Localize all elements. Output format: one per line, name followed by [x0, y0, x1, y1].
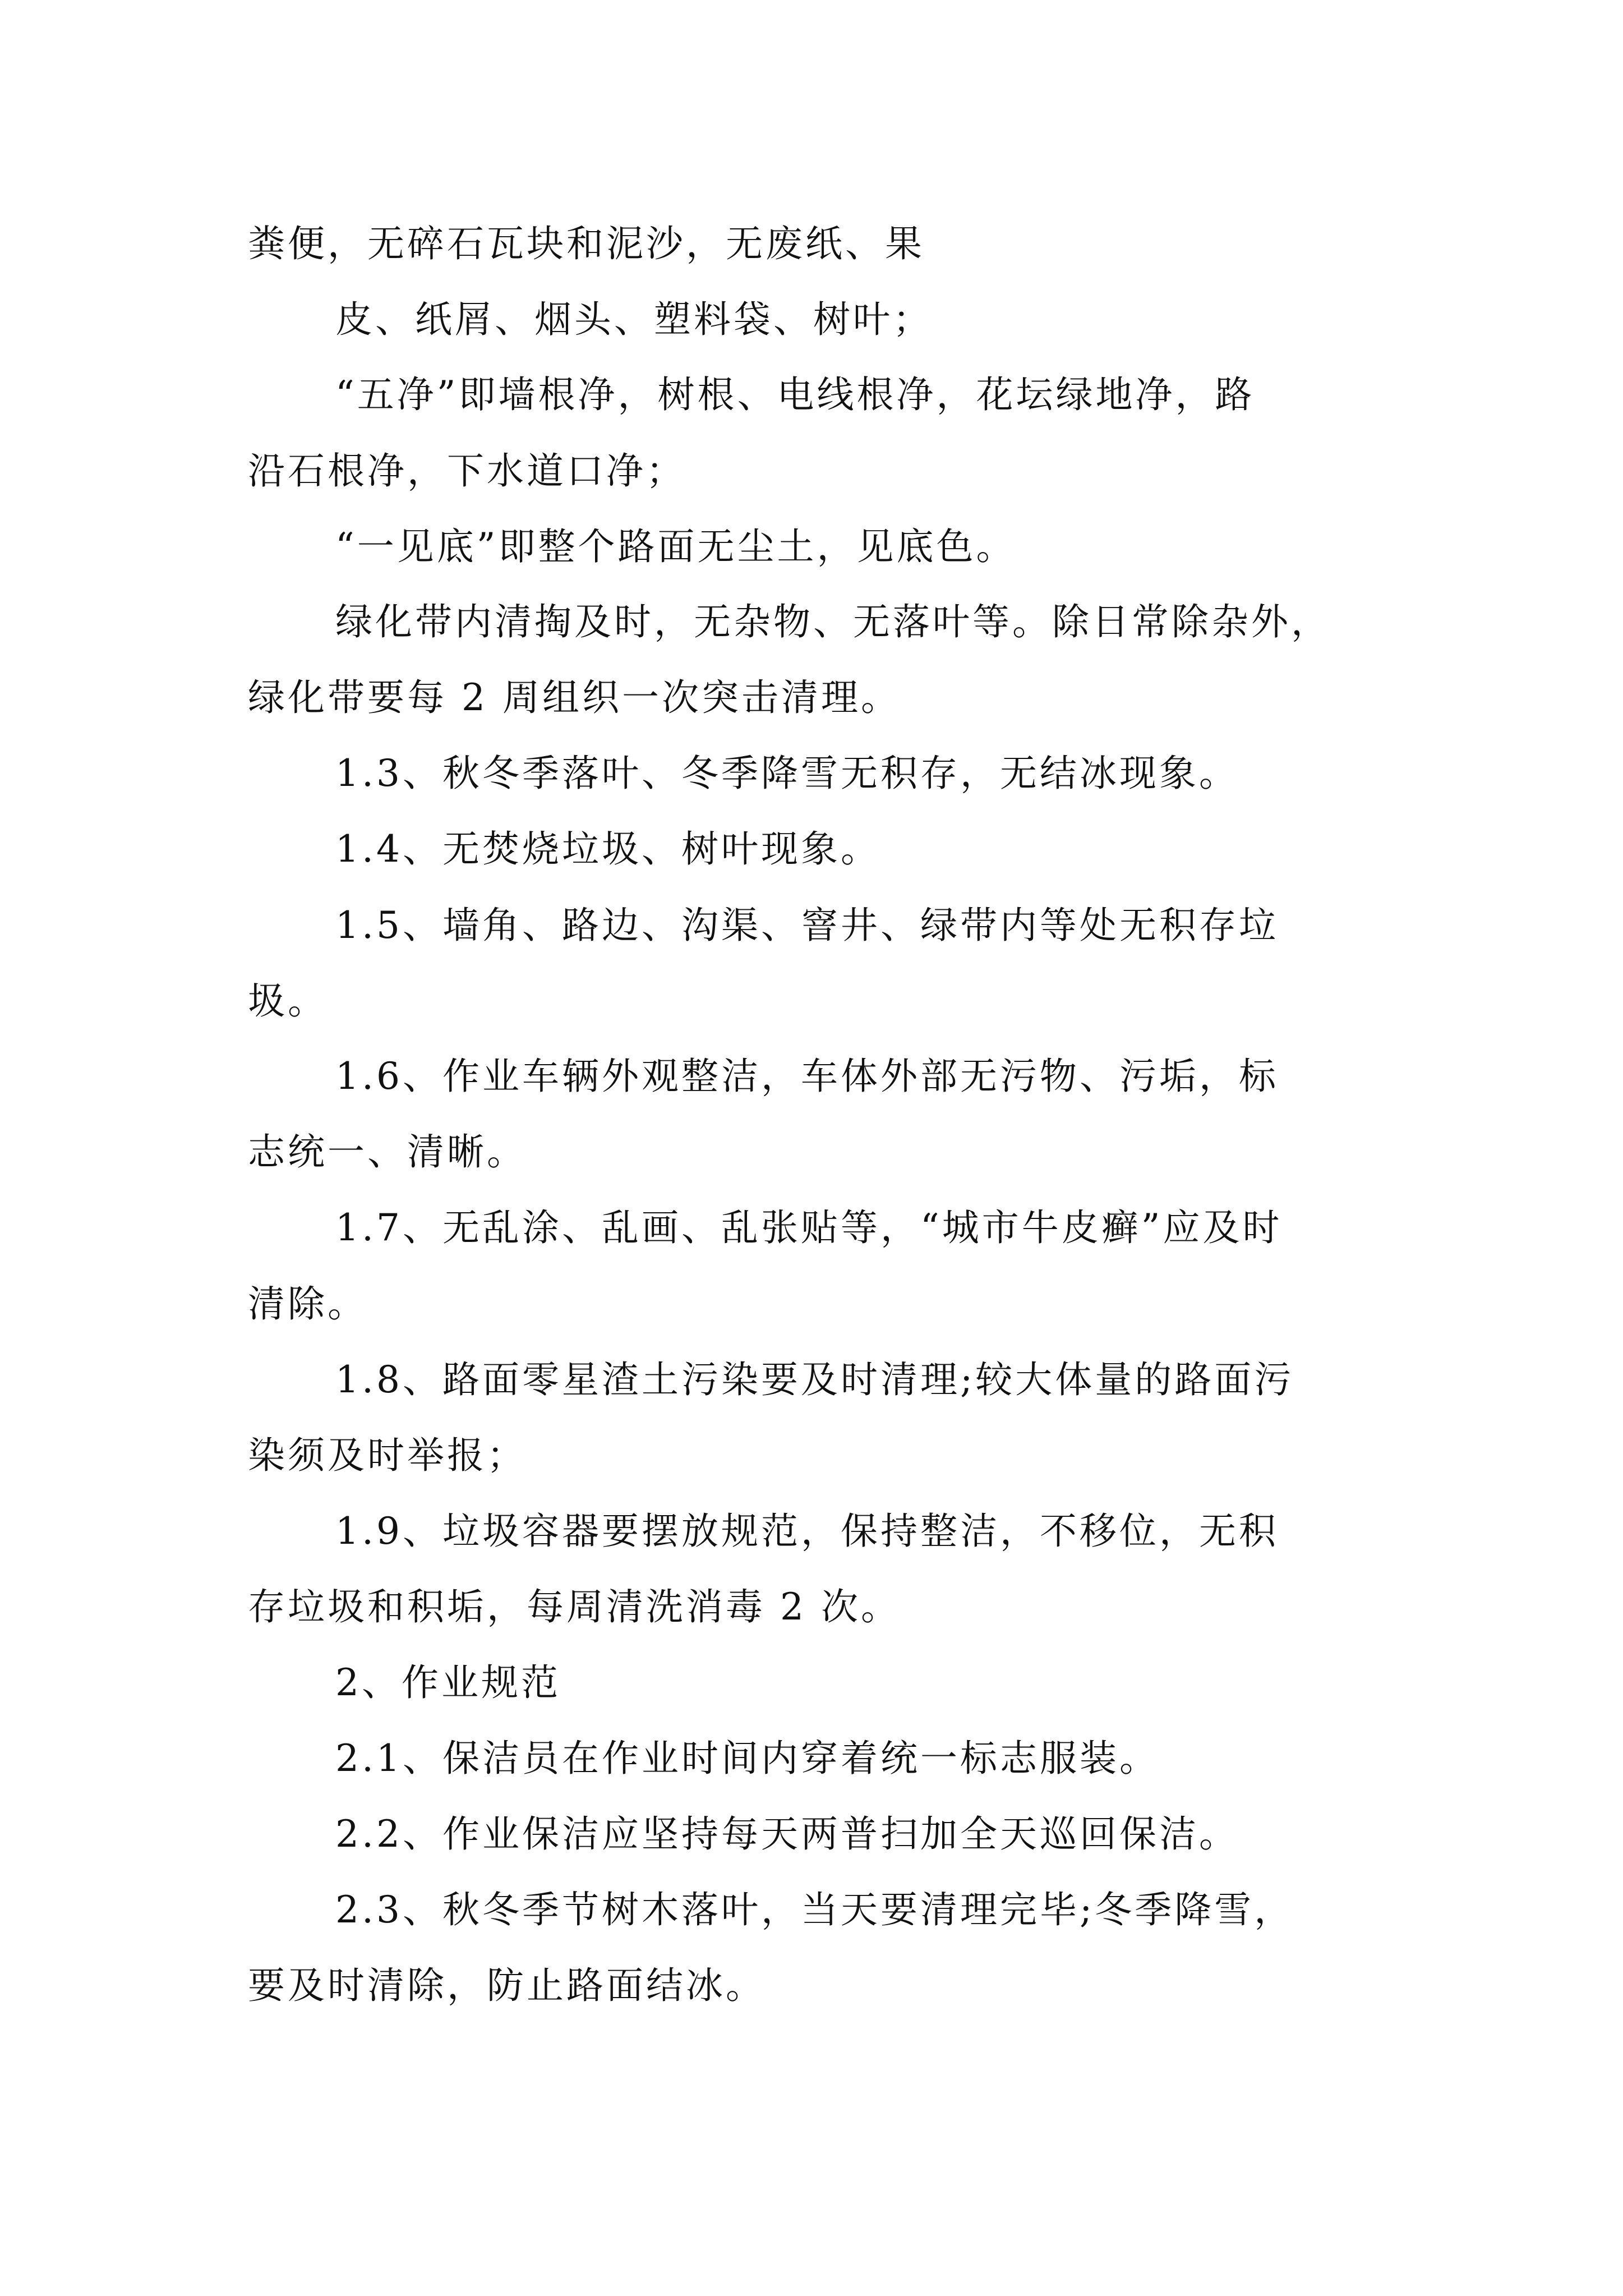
text-line-15: 清除。	[248, 1282, 367, 1326]
text-line-1: 粪便，无碎石瓦块和泥沙，无废纸、果	[248, 222, 925, 265]
text-line-8: 1.3、秋冬季落叶、冬季降雪无积存，无结冰现象。	[335, 752, 1239, 795]
text-line-10: 1.5、墙角、路边、沟渠、窨井、绿带内等处无积存垃	[335, 904, 1279, 947]
text-line-16: 1.8、路面零星渣土污染要及时清理;较大体量的路面污	[335, 1358, 1294, 1401]
text-line-21: 2.1、保洁员在作业时间内穿着统一标志服装。	[335, 1737, 1159, 1780]
text-line-22: 2.2、作业保洁应坚持每天两普扫加全天巡回保洁。	[335, 1812, 1239, 1856]
text-line-17: 染须及时举报；	[248, 1434, 527, 1477]
text-line-14: 1.7、无乱涂、乱画、乱张贴等，“城市牛皮癣”应及时	[335, 1206, 1283, 1249]
text-line-24: 要及时清除，防止路面结冰。	[248, 1964, 766, 2007]
text-line-4: 沿石根净，下水道口净；	[248, 449, 686, 493]
text-line-9: 1.4、无焚烧垃圾、树叶现象。	[335, 827, 880, 871]
text-line-6: 绿化带内清掏及时，无杂物、无落叶等。除日常除杂外，	[335, 600, 1331, 643]
text-line-23: 2.3、秋冬季节树木落叶，当天要清理完毕;冬季降雪，	[335, 1888, 1294, 1931]
text-line-2: 皮、纸屑、烟头、塑料袋、树叶；	[335, 298, 933, 341]
text-line-18: 1.9、垃圾容器要摆放规范，保持整洁，不移位，无积	[335, 1510, 1279, 1553]
text-line-7: 绿化带要每 2 周组织一次突击清理。	[248, 676, 901, 719]
text-line-5: “一见底”即整个路面无尘土，见底色。	[335, 525, 1016, 568]
text-line-19: 存垃圾和积垢，每周清洗消毒 2 次。	[248, 1585, 901, 1628]
text-line-12: 1.6、作业车辆外观整洁，车体外部无污物、污垢，标	[335, 1055, 1279, 1098]
text-line-13: 志统一、清晰。	[248, 1130, 527, 1174]
text-line-20: 2、作业规范	[335, 1661, 561, 1704]
text-line-11: 圾。	[248, 979, 328, 1023]
text-line-3: “五净”即墙根净，树根、电线根净，花坛绿地净，路	[335, 373, 1255, 416]
